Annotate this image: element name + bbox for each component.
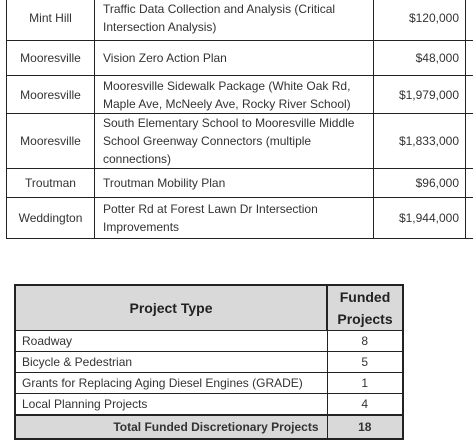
- table-edge-cell: [466, 114, 473, 169]
- table-row: [7, 169, 473, 198]
- table-edge-cell: [466, 169, 473, 198]
- summary-row: [15, 352, 403, 373]
- summary-header-row: [15, 285, 403, 331]
- funded-count: 8: [327, 331, 403, 352]
- projects-table: [6, 0, 473, 239]
- header-project-type: Project Type: [15, 285, 327, 331]
- project-amount: $1,979,000: [374, 76, 466, 114]
- funded-count: 4: [327, 394, 403, 416]
- project-description: South Elementary School to Mooresville Middle School Greenway Connectors (multiple connections): [95, 114, 374, 169]
- summary-total-row: [15, 415, 403, 439]
- project-description: Troutman Mobility Plan: [95, 169, 374, 198]
- project-amount: $1,833,000: [374, 114, 466, 169]
- summary-row: [15, 373, 403, 394]
- summary-row: [15, 331, 403, 352]
- project-amount: $120,000: [374, 0, 466, 41]
- total-count: 18: [327, 415, 403, 439]
- project-type-label: Roadway: [15, 331, 327, 352]
- project-city: Troutman: [7, 169, 95, 198]
- project-description: Vision Zero Action Plan: [95, 41, 374, 76]
- project-type-label: Bicycle & Pedestrian: [15, 352, 327, 373]
- project-type-label: Grants for Replacing Aging Diesel Engines (GRADE): [15, 373, 327, 394]
- project-description: Potter Rd at Forest Lawn Dr Intersection Improvements: [95, 198, 374, 239]
- table-row: [7, 0, 473, 41]
- summary-row: [15, 394, 403, 416]
- table-edge-cell: [466, 0, 473, 41]
- header-funded-projects: Funded Projects: [327, 285, 403, 331]
- project-city: Mooresville: [7, 114, 95, 169]
- project-city: Mooresville: [7, 76, 95, 114]
- table-row: [7, 76, 473, 114]
- project-type-label: Local Planning Projects: [15, 394, 327, 416]
- project-description: Traffic Data Collection and Analysis (Critical Intersection Analysis): [95, 0, 374, 41]
- table-row: [7, 41, 473, 76]
- funded-count: 5: [327, 352, 403, 373]
- project-city: Mint Hill: [7, 0, 95, 41]
- total-label: Total Funded Discretionary Projects: [15, 415, 327, 439]
- project-amount: $96,000: [374, 169, 466, 198]
- project-city: Weddington: [7, 198, 95, 239]
- project-city: Mooresville: [7, 41, 95, 76]
- table-row: [7, 198, 473, 239]
- table-edge-cell: [466, 76, 473, 114]
- table-row: [7, 114, 473, 169]
- table-edge-cell: [466, 41, 473, 76]
- table-edge-cell: [466, 198, 473, 239]
- funded-count: 1: [327, 373, 403, 394]
- project-description: Mooresville Sidewalk Package (White Oak Rd, Maple Ave, McNeely Ave, Rocky River School): [95, 76, 374, 114]
- project-amount: $48,000: [374, 41, 466, 76]
- project-amount: $1,944,000: [374, 198, 466, 239]
- summary-table: [14, 284, 404, 440]
